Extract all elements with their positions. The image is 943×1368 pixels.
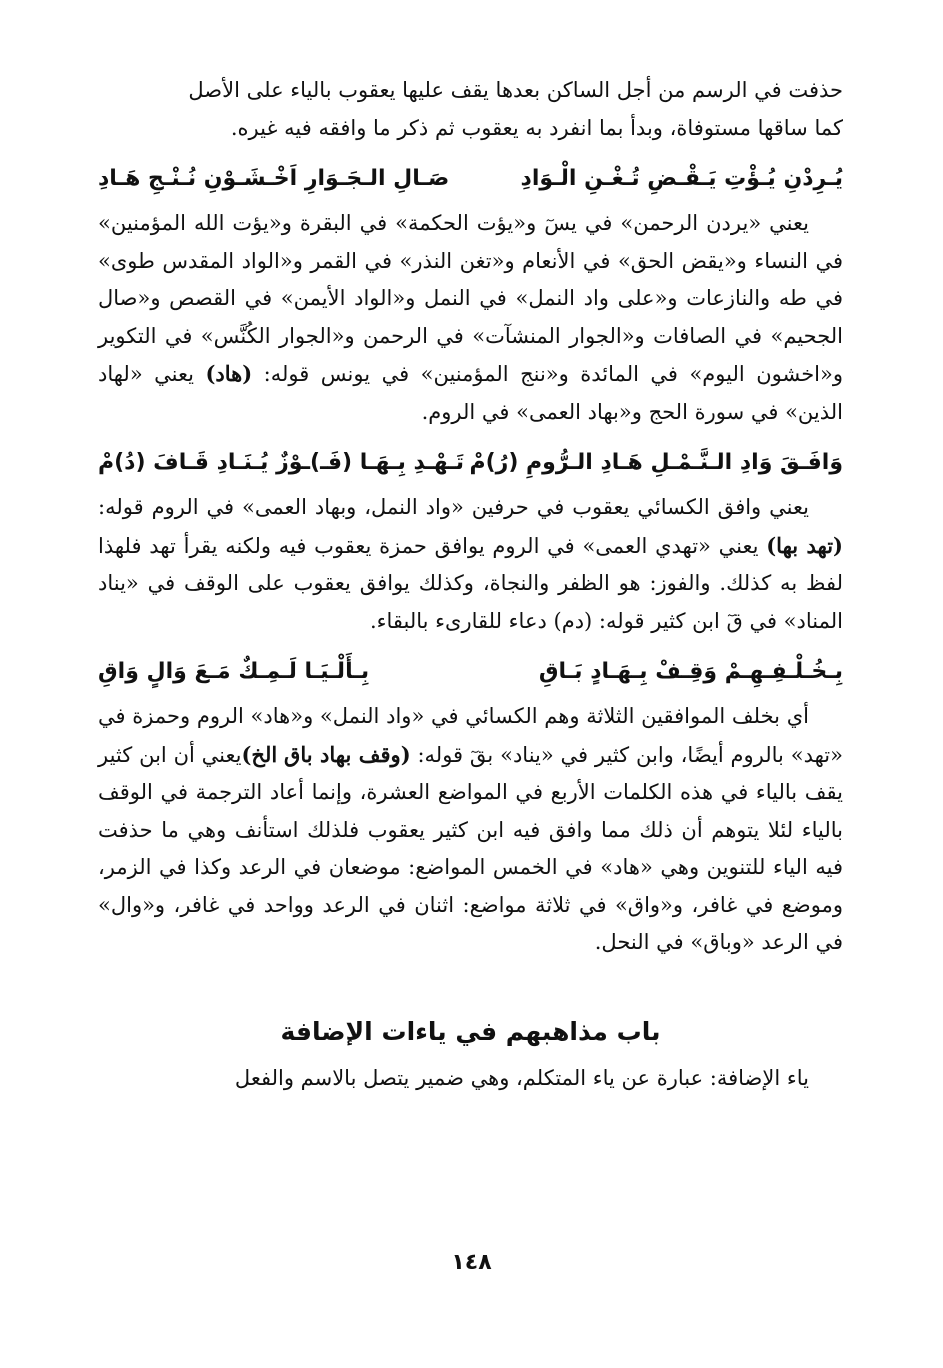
commentary-3-line-3: يعني أن ابن كثير يقف بالياء في هذه الكلمات الأربع في المواضع العشرة، [98, 742, 843, 804]
commentary-3-line-7: ثلاثة مواضع: اثنان في الرعد وواحد في غافر، و«وال» في الرعد «وباق» في [98, 892, 843, 954]
commentary-3-line-6: المواضع: موضعان في الرعد وكذا في الزمر، وموضع في غافر، و«واق» في [98, 855, 844, 917]
verse-2-right-hemistich: وَافَـقَ وَادِ الـنَّـمْـلِ هَـادِ الـرُّومِ (رُ)مْ [469, 450, 843, 475]
section-heading: باب مذاهبهم في ياءات الإضافة [280, 1016, 661, 1046]
commentary-1-line-1: يعني «يردن الرحمن» في يسٓ و«يؤت الحكمة» في البقرة و«يؤت الله [193, 211, 809, 235]
verse-2 [98, 443, 843, 483]
verse-3 [98, 652, 843, 692]
commentary-2-bold-term: (تهد بها) [766, 532, 843, 558]
commentary-2 [98, 489, 843, 640]
commentary-3-line-2a: وحمزة في «تهد» بالروم أيضًا، وابن كثير في «يناد» بقٓ قوله: [98, 704, 843, 767]
verse-1-left-hemistich: صَـالِ الـجَـوَارِ اَخْـشَـوْنِ نُـنْـجِ هَـادِ [98, 166, 450, 191]
commentary-3 [98, 698, 843, 962]
commentary-3-bold-term-a: (وقف بهاد باق [284, 741, 411, 767]
verse-3-left-hemistich: بِـأَلْـيَـا لَـمِـكٌ مَـعَ وَالٍ وَاقِ [98, 659, 370, 684]
commentary-3-line-8: النحل. [594, 930, 650, 954]
commentary-2-line-2b: يعني «تهدي العمى» في الروم يوافق حمزة يعقوب فيه ولكنه يقرأ [183, 533, 767, 558]
verse-1 [98, 159, 843, 199]
commentary-2-line-1: يعني وافق الكسائي يعقوب في حرفين «واد النمل، وبهاد العمى» في الروم [151, 495, 809, 519]
commentary-3-line-1: أي بخلف الموافقين الثلاثة وهم الكسائي في «واد النمل» و«هاد» الروم [196, 704, 809, 728]
commentary-2-line-4: الوقف في «يناد المناد» في قٓ ابن كثير قوله: (دم) دعاء للقارىء بالبقاء. [98, 571, 843, 633]
page-number: ١٤٨ [451, 1250, 492, 1275]
commentary-3-line-4: وإنما أعاد الترجمة في الوقف بالياء لئلا يتوهم أن ذلك مما وافق فيه ابن كثير [98, 780, 843, 842]
commentary-1-bold-term: (هاد) [205, 361, 253, 386]
commentary-2-line-3: تهد فلهذا لفظ به كذلك. والفوز: هو الظفر والنجاة، وكذلك يوافق يعقوب على [98, 533, 843, 595]
intro-line-2: كما ساقها مستوفاة، وبدأ بما انفرد به يعقوب ثم ذكر ما وافقه فيه غيره. [230, 115, 843, 140]
section-first-line: ياء الإضافة: عبارة عن ياء المتكلم، وهي ضمير يتصل بالاسم والفعل [234, 1065, 809, 1090]
commentary-1-line-4: القصص و«صال الجحيم» في الصافات و«الجوار المنشآت» في الرحمن و«الجوار [98, 286, 843, 348]
intro-line-1: حذفت في الرسم من أجل الساكن بعدها يقف عليها يعقوب بالياء على الأصل [188, 78, 843, 102]
intro-paragraph [98, 72, 843, 147]
commentary-1-line-5: الكُنَّس» في التكوير و«اخشون اليوم» في المائدة و«ننج المؤمنين» في يونس قوله: [98, 323, 844, 386]
commentary-3-bold-term-b: الخ) [241, 741, 278, 767]
commentary-1-line-2: المؤمنين» في النساء و«يقض الحق» في الأنعام و«تغن النذر» في القمر و«الواد [98, 211, 843, 273]
commentary-2-line-2a: قوله: [98, 495, 144, 519]
commentary-1-line-3: المقدس طوى» في طه والنازعات و«على واد النمل» في النمل و«الواد الأيمن» في [98, 248, 843, 310]
commentary-1 [98, 205, 843, 431]
verse-2-left-hemistich: تَـهْـدِ بِـهَـا (فَـ)ـوْزٌ يُـنَـادِ قَـافَ (دُ)مْ [98, 450, 465, 475]
page-body [98, 72, 843, 1097]
commentary-3-line-5: يعقوب فلذلك استأنف وهي ما حذفت فيه الياء للتنوين وهي «هاد» في الخمس [98, 817, 843, 879]
commentary-1-line-6: يعني «لهاد الذين» في سورة الحج و«بهاد العمى» في الروم. [98, 362, 843, 424]
verse-1-right-hemistich: يُـرِدْنِ يُـؤْتِ يَـقْـضِ تُـغْـنِ الْـوَادِ [520, 166, 843, 191]
verse-3-right-hemistich: بِـخُـلْـفِـهِـمْ وَقِـفْ بِـهَـادٍ بَـاقِ [538, 659, 843, 684]
